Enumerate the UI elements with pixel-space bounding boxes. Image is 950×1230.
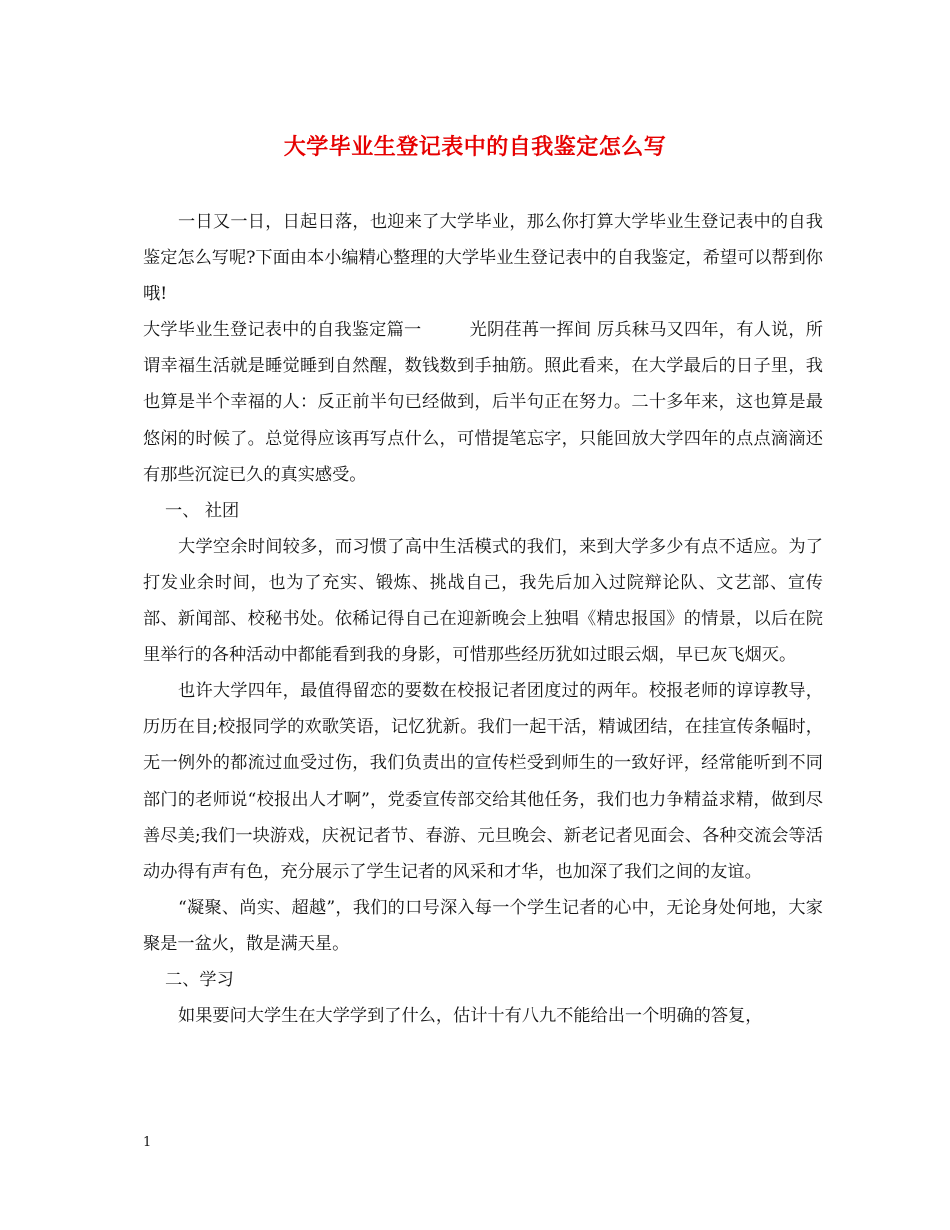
slogan-paragraph: “凝聚、尚实、超越”，我们的口号深入每一个学生记者的心中，无论身处何地，大家聚是一盆火，散是满天星。 <box>143 897 823 954</box>
heading-study: 二、学习 <box>165 969 234 990</box>
intro-paragraph: 一日又一日，日起日落，也迎来了大学毕业，那么你打算大学毕业生登记表中的自我鉴定怎么写呢?下面由本小编精心整理的大学毕业生登记表中的自我鉴定，希望可以帮到你哦! <box>143 212 823 305</box>
study-paragraph: 如果要问大学生在大学学到了什么，估计十有八九不能给出一个明确的答复， <box>178 1006 763 1027</box>
document-title: 大学毕业生登记表中的自我鉴定怎么写 <box>283 134 667 160</box>
heading-clubs: 一、 社团 <box>165 500 240 521</box>
section-label: 大学毕业生登记表中的自我鉴定篇一 <box>143 320 422 341</box>
section-text: 光阴荏苒一挥间 厉兵秣马又四年，有人说，所谓幸福生活就是睡觉睡到自然醒，数钱数到手抽筋。照此看来，在大学最后的日子里，我也算是半个幸福的人：反正前半句已经做到，后半句正在努力。二十多年来，这也算是最悠闲的时候了。总觉得应该再写点什么，可惜提笔忘字，只能回放大学四年的点点滴滴还有那些沉淀已久的真实感受。 <box>143 320 823 485</box>
clubs-paragraph: 大学空余时间较多，而习惯了高中生活模式的我们，来到大学多少有点不适应。为了打发业余时间，也为了充实、锻炼、挑战自己，我先后加入过院辩论队、文艺部、宣传部、新闻部、校秘书处。依稀记得自己在迎新晚会上独唱《精忠报国》的情景，以后在院里举行的各种活动中都能看到我的身影，可惜那些经历犹如过眼云烟，早已灰飞烟灭。 <box>143 536 823 666</box>
page-number: 1 <box>143 1135 152 1150</box>
newspaper-paragraph: 也许大学四年，最值得留恋的要数在校报记者团度过的两年。校报老师的谆谆教导，历历在目;校报同学的欢歌笑语，记忆犹新。我们一起干活，精诚团结，在挂宣传条幅时，无一例外的都流过血受过伤，我们负责出的宣传栏受到师生的一致好评，经常能听到不同部门的老师说“校报出人才啊”，党委宣传部交给其他任务，我们也力争精益求精，做到尽善尽美;我们一块游戏，庆祝记者节、春游、元旦晚会、新老记者见面会、各种交流会等活动办得有声有色，充分展示了学生记者的风采和才华，也加深了我们之间的友谊。 <box>143 681 823 882</box>
document-body <box>143 204 823 1034</box>
section-paragraph <box>143 312 823 492</box>
